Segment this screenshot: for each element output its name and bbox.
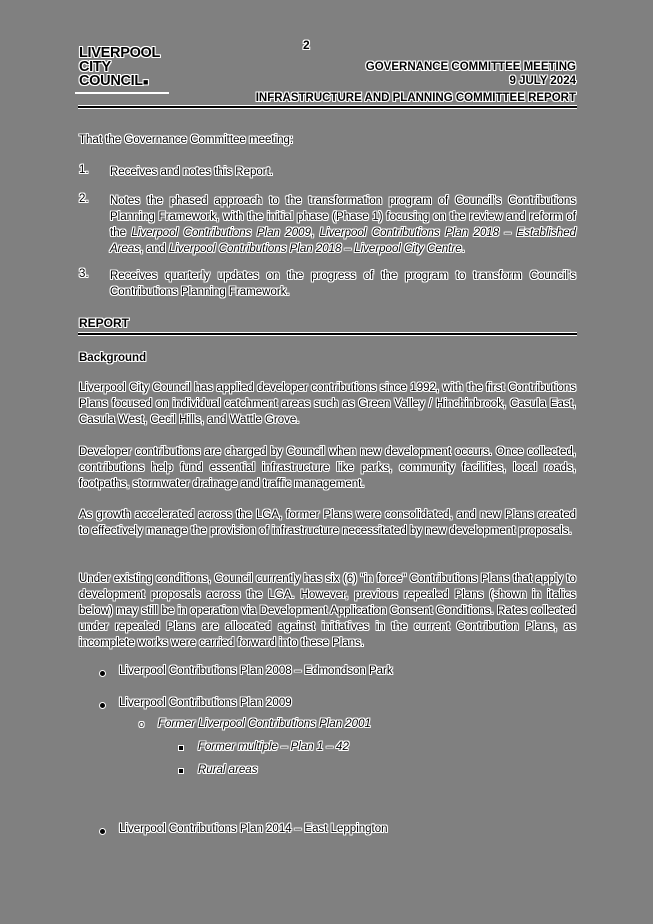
plan-list-item: Liverpool Contributions Plan 2008 – Edmondson Park [119,665,393,677]
recommendation-item-2: Notes the phased approach to the transformation program of Council's Contributions Planning Framework, with the initial phase (Phase 1) focusing on the review and reform of the Liverpool Contributions Plan 2009, Liverpool Contributions Plan 2018 – Established Areas, and Liverpool Contributions Plan 2018 – Liverpool City Centre. [110,195,576,255]
item-number: 2. [79,193,89,205]
square-bullet-icon [179,746,183,750]
bullet-icon [100,829,105,834]
plan-list-item: Liverpool Contributions Plan 2014 – East Leppington [119,823,388,835]
recommendation-intro: That the Governance Committee meeting: [79,134,294,146]
report-title: INFRASTRUCTURE AND PLANNING COMMITTEE REPORT [255,92,576,104]
header-divider [78,106,577,108]
logo-dot-icon: ■ [142,77,149,87]
logo-line-3: COUNCIL■ [79,73,149,89]
recommendation-item-3: Receives quarterly updates on the progress of the program to transform Council's Contributions Planning Framework. [110,270,576,298]
background-paragraph-1: Liverpool City Council has applied developer contributions since 1992, with the first Contributions Plans focused on individual catchment areas such as Green Valley / Hinchinbrook, Casula East, Casula West, Cecil Hills, and Wattle Grove. [79,382,576,426]
meeting-name: GOVERNANCE COMMITTEE MEETING [365,61,576,73]
plan-sublist-item: Former Liverpool Contributions Plan 2001 [158,718,371,730]
meeting-info [366,60,576,88]
background-heading: Background [79,352,147,364]
item-number: 1. [79,164,89,176]
background-paragraph-3: As growth accelerated across the LGA, former Plans were consolidated, and new Plans created to effectively manage the provision of infrastructure necessitated by new development proposals. [79,509,576,537]
logo-underline [75,92,169,94]
item-number: 3. [79,268,89,280]
recommendation-item-1: Receives and notes this Report. [110,166,274,178]
plan-subsublist-item: Rural areas [198,764,258,776]
bullet-icon [100,703,105,708]
plan-list-item: Liverpool Contributions Plan 2009 [119,697,292,709]
logo-line-2: CITY [79,59,111,75]
plan-subsublist-item: Former multiple – Plan 1 – 42 [198,741,349,753]
report-heading: REPORT [79,316,130,330]
bullet-icon [100,671,105,676]
meeting-date: 9 JULY 2024 [509,75,576,87]
logo-line-1: LIVERPOOL [79,45,161,61]
hollow-bullet-icon: o [139,719,145,729]
background-paragraph-4: Under existing conditions, Council currently has six (6) "in force" Contributions Plans that apply to development proposals across the LGA. However, previous repealed Plans (shown in italics below) may still be in operation via Development Application Consent Conditions. Rates collected under repealed Plans are allocated against initiatives in the current Contribution Plans, as incomplete works were carried forward into these Plans. [79,573,576,649]
council-logo [79,46,160,89]
report-divider [78,333,577,335]
background-paragraph-2: Developer contributions are charged by Council when new development occurs. Once collected, contributions help fund essential infrastructure like parks, community facilities, local roads, footpaths, stormwater drainage and traffic management. [79,446,576,490]
page-number: 2 [303,38,310,52]
square-bullet-icon [179,769,183,773]
